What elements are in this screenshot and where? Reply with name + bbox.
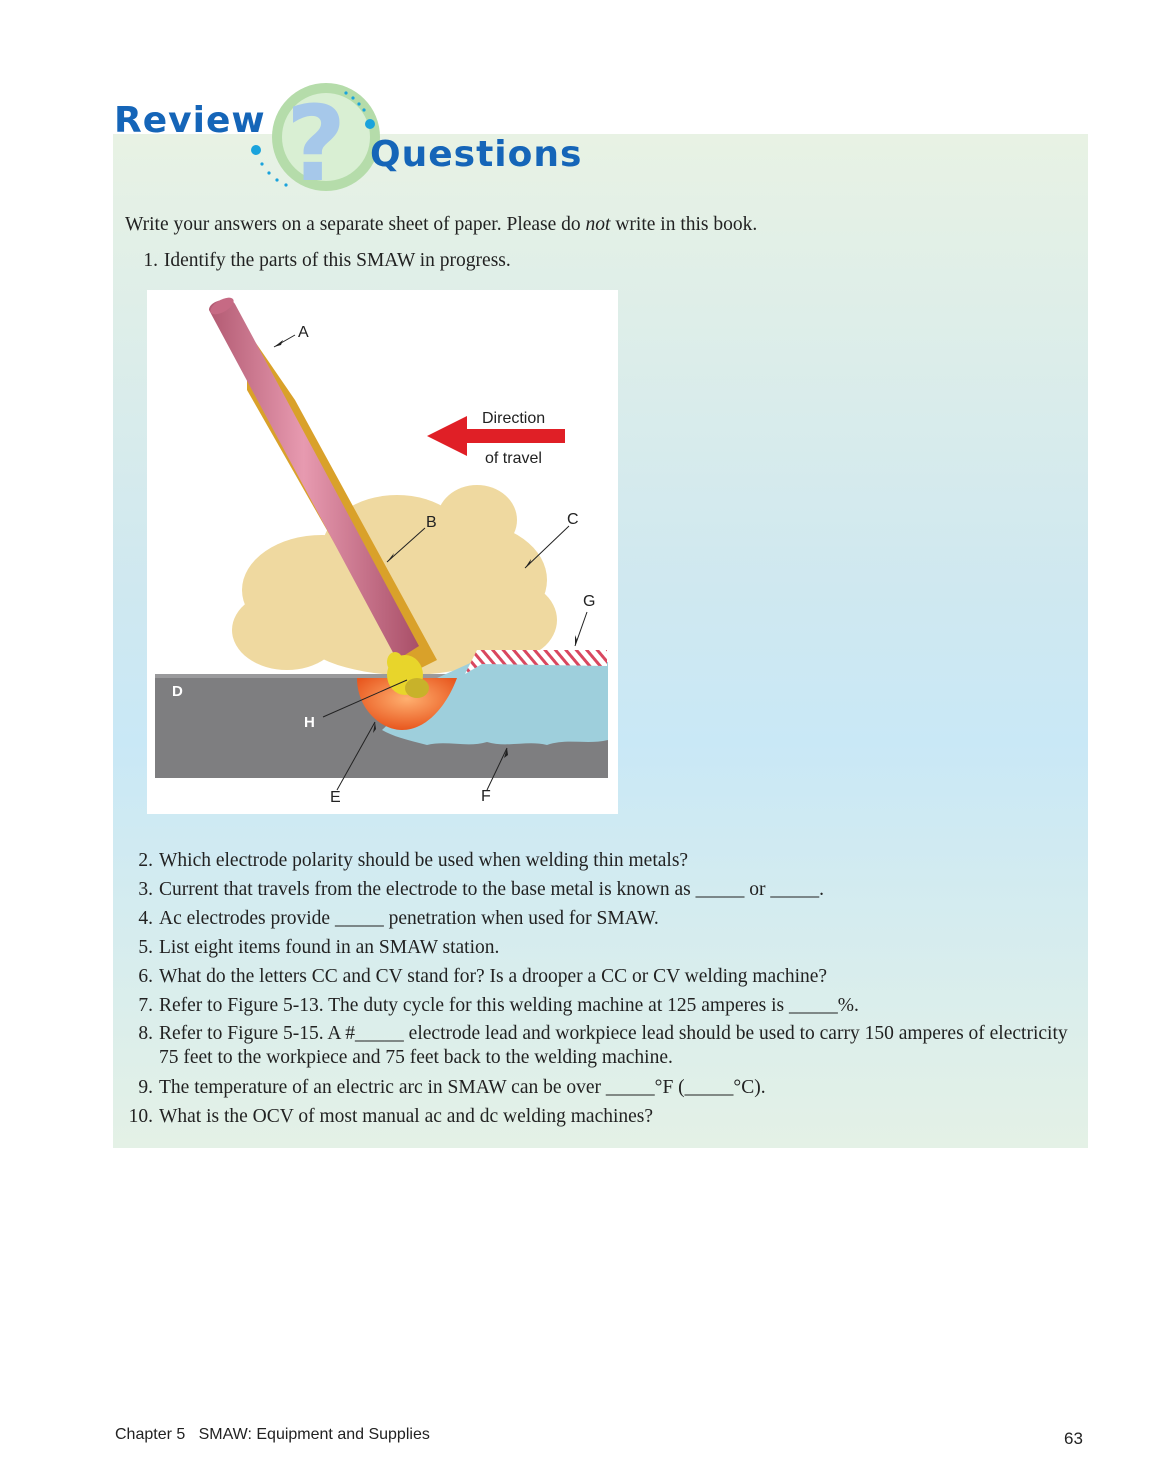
- label-b: B: [426, 514, 437, 531]
- label-f: F: [481, 788, 491, 805]
- label-a: A: [298, 324, 309, 341]
- label-c: C: [567, 511, 579, 528]
- question-4: 4. Ac electrodes provide _____ penetration when used for SMAW.: [138, 908, 659, 929]
- question-9: 9. The temperature of an electric arc in SMAW can be over _____°F (_____°C).: [138, 1077, 766, 1098]
- label-g: G: [583, 593, 596, 610]
- question-6: 6. What do the letters CC and CV stand for? Is a drooper a CC or CV welding machine?: [138, 966, 828, 987]
- title-review: Review: [114, 100, 266, 141]
- question-5: 5. List eight items found in an SMAW station.: [138, 937, 500, 958]
- svg-text:?: ?: [285, 83, 347, 198]
- question-text: Identify the parts of this SMAW in progress.: [163, 250, 511, 271]
- title-questions: Questions: [370, 134, 583, 175]
- question-2: 2. Which electrode polarity should be used when welding thin metals?: [138, 850, 689, 871]
- direction-label-line1: Direction: [482, 410, 546, 427]
- question-10: 10. What is the OCV of most manual ac and dc welding machines?: [128, 1106, 654, 1127]
- label-d: D: [172, 683, 183, 700]
- question-list: [125, 846, 1075, 1131]
- instructions: Write your answers on a separate sheet of paper. Please do not write in this book.: [125, 214, 758, 235]
- question-3: 3. Current that travels from the electrode to the base metal is known as _____ or _____.: [138, 879, 824, 900]
- direction-label-line2: of travel: [485, 450, 542, 467]
- label-e: E: [330, 789, 341, 806]
- question-7: 7. Refer to Figure 5-13. The duty cycle for this welding machine at 125 amperes is _____%.: [138, 995, 859, 1016]
- question-number: 1.: [143, 250, 158, 271]
- question-1: [125, 250, 511, 272]
- smaw-figure: [147, 290, 618, 814]
- footer-chapter: Chapter 5 SMAW: Equipment and Supplies: [115, 1426, 430, 1443]
- page-number: 63: [1064, 1429, 1083, 1448]
- question-8: 8. Refer to Figure 5-15. A #_____ electrode lead and workpiece lead should be used to carry 150 amperes of electricity 75 feet to the workpiece and 75 feet back to the welding machine.: [138, 1023, 1068, 1068]
- label-h: H: [304, 714, 315, 731]
